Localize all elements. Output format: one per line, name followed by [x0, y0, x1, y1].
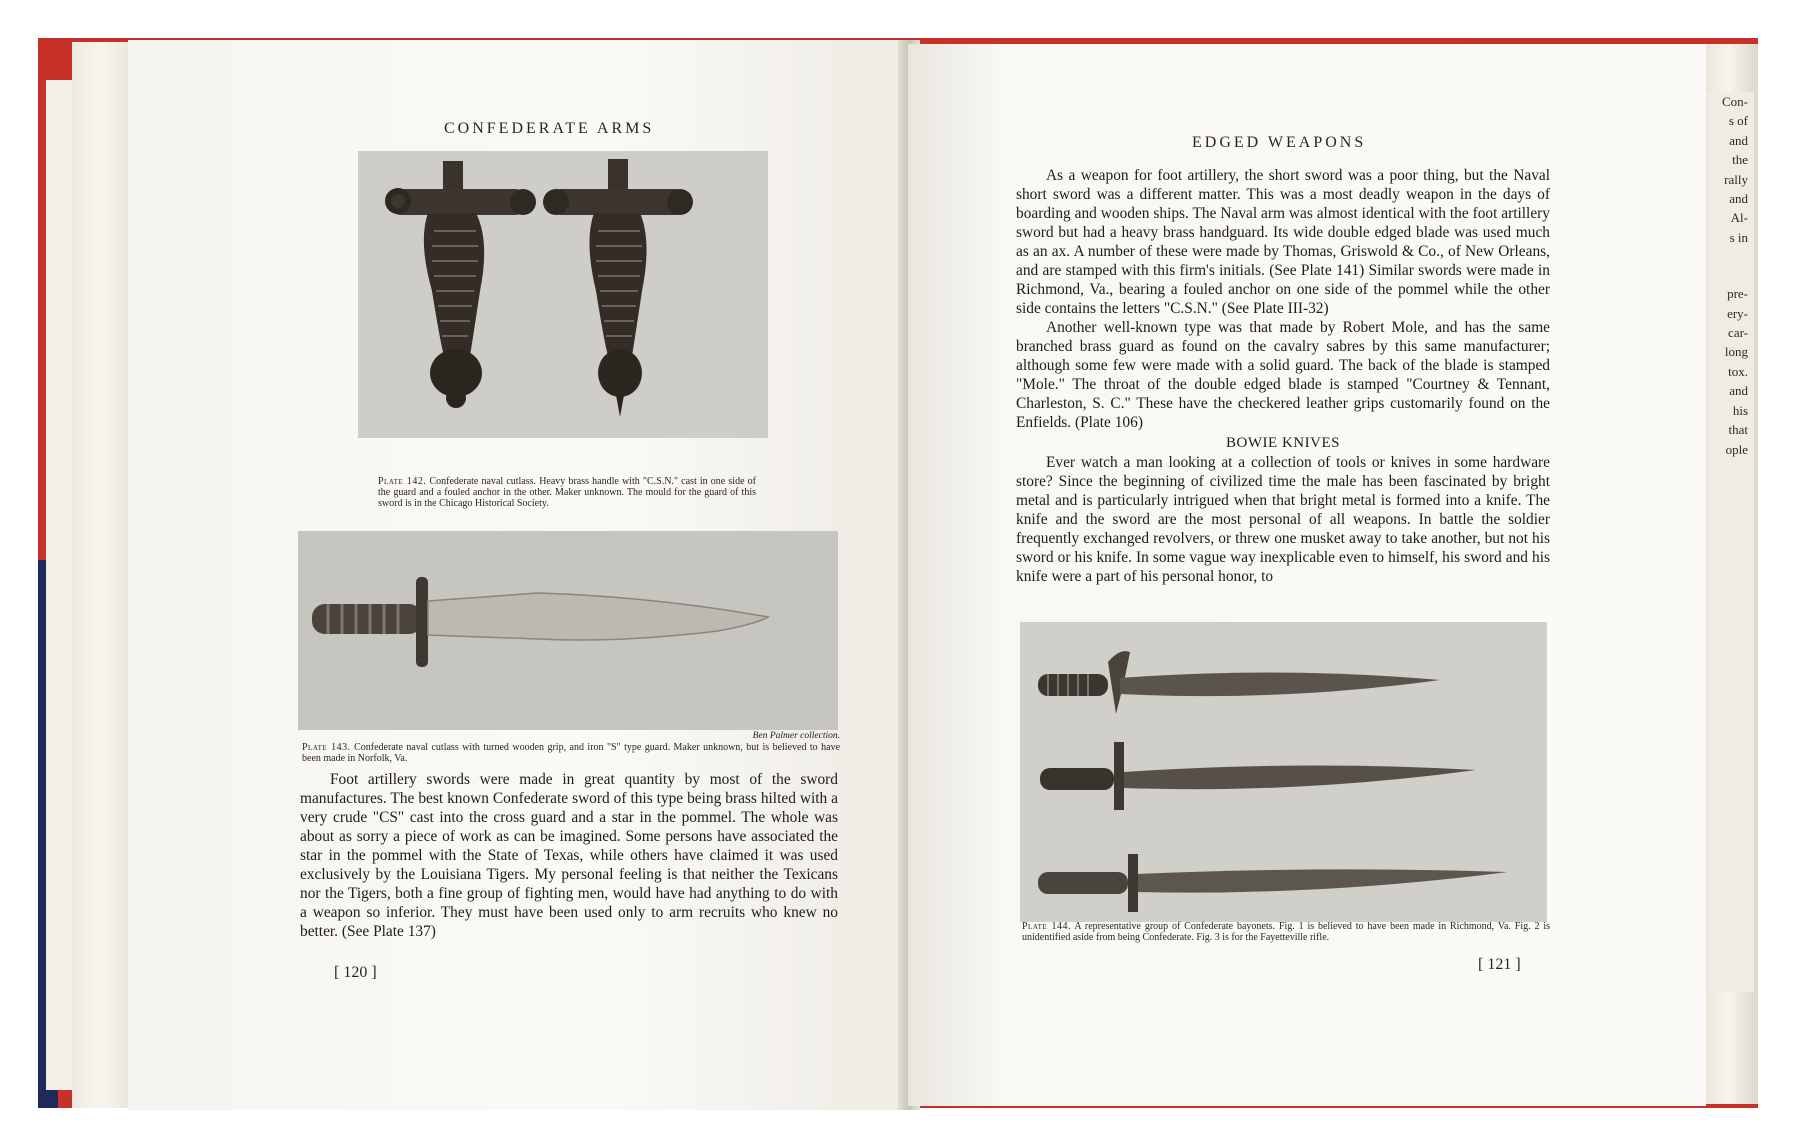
bowie-knives-paragraph: Ever watch a man looking at a collection of tools or knives in some hardware store? Since the beginning of civilized time the male has been fascinated by bright metal and is particularly intrigued when that bright metal is formed into a knife. The knife and the sword are the most personal of all weapons. In battle the soldier frequently exchanged revolvers, or threw one musket away to take another, but not his sword or his knife. In some vague way inexplicable even to himself, his sword and his knife were a part of his personal honor, to [1016, 454, 1550, 585]
plate-142-label: Plate 142. [378, 476, 427, 487]
cutlass-hilts-illustration [358, 151, 768, 438]
left-body-paragraph: Foot artillery swords were made in great quantity by most of the sword manufactures. The best known Confederate sword of this type being brass hilted with a very crude "CS" cast into the cross guard and a star in the pommel. The whole was about as sorry a piece of work as can be imagined. Some persons have associated the star in the pommel with the State of Texas, while others have claimed it was used exclusively by the Louisiana Tigers. My personal feeling is that neither the Texicans nor the Tigers, both a fine group of fighting men, would have had anything to do with a weapon so inferior. They must have been used only to arm recruits who knew no better. (See Plate 137) [300, 771, 838, 940]
plate-144-caption-text: A representative group of Confederate bayonets. Fig. 1 is believed to have been made in Richmond, Va. Fig. 2 is unidentified aside from being Confederate. Fig. 3 is for the Fayetteville rifle. [1022, 921, 1551, 943]
edge-word: ery- [1727, 305, 1748, 321]
right-page-number: [ 121 ] [1478, 956, 1521, 973]
bayonet-2-guard [1114, 742, 1124, 810]
edge-word: pre- [1727, 286, 1748, 302]
edge-word [1700, 247, 1748, 284]
right-hilt-quillon-right [667, 189, 693, 215]
left-body-text [300, 770, 838, 941]
bayonets-illustration [1020, 622, 1547, 922]
left-page-number: [ 120 ] [334, 964, 377, 981]
bayonet-3-guard [1128, 854, 1138, 912]
plate-143-photo [298, 531, 838, 730]
edge-word: s in [1729, 229, 1748, 245]
right-hilt-grip [589, 213, 646, 356]
left-pommel-cap [446, 388, 466, 408]
plate-143-caption [302, 742, 840, 764]
left-running-head: CONFEDERATE ARMS [444, 120, 655, 137]
bayonet-2-grip [1040, 768, 1114, 790]
right-pommel-tip [616, 395, 624, 417]
plate-143-credit: Ben Palmer collection. [752, 731, 840, 741]
edge-word: that [1728, 422, 1748, 438]
edge-word: the [1732, 152, 1748, 168]
edge-word: Al- [1730, 210, 1748, 226]
bayonet-3-grip [1038, 872, 1128, 894]
plate-143-caption-text: Confederate naval cutlass with turned wooden grip, and iron "S" type guard. Maker unknown, but is believed to have been made in Norfolk, Va. [302, 742, 841, 764]
bowie-knives-heading: BOWIE KNIVES [1226, 435, 1340, 451]
edge-word: car- [1728, 325, 1748, 341]
plate-142-photo [358, 151, 768, 438]
bayonet-3-blade [1138, 869, 1508, 892]
next-page-edge-words [1700, 92, 1748, 459]
edge-word: tox. [1728, 363, 1748, 379]
right-hilt-pommel [598, 349, 642, 397]
right-paragraph-1: As a weapon for foot artillery, the short sword was a poor thing, but the Naval short sword was a different matter. This was a most deadly weapon in the days of boarding and wooden ships. The Naval arm was almost identical with the foot artillery sword but had a heavy brass handguard. Its wide double edged blade was used much as an ax. A number of these were made by Thomas, Griswold & Co., of New Orleans, and are stamped with this firm's initials. (See Plate 141) Similar swords were made in Richmond, Va., bearing a fouled anchor on one side of the pommel while the other side contains the letters "C.S.N." (See Plate III-32) [1016, 167, 1550, 317]
plate-142-caption-text: Confederate naval cutlass. Heavy brass handle with "C.S.N." cast in one side of the guard and a fouled anchor in the other. Maker unknown. The mould for the guard of this sword is in the Chicago Historical Society. [378, 476, 756, 509]
right-hilt-quillon-left [543, 189, 569, 215]
edge-word: long [1724, 344, 1748, 360]
edge-word: Con- [1722, 94, 1748, 109]
edge-word: his [1732, 402, 1748, 418]
plate-143-label: Plate 143. [302, 742, 351, 753]
edge-word: and [1729, 383, 1748, 399]
plate-144-caption [1022, 921, 1550, 943]
edge-word: ople [1725, 441, 1748, 457]
edge-word: and [1729, 191, 1748, 207]
edge-word: and [1729, 132, 1748, 148]
plate-144-label: Plate 144. [1022, 921, 1072, 932]
left-hilt-quillon-end [510, 189, 536, 215]
bayonet-1-blade [1120, 672, 1440, 696]
cutlass-blade [428, 593, 768, 640]
left-hilt-grip [424, 213, 484, 356]
plate-142-caption [378, 476, 756, 509]
right-body-text [1016, 166, 1550, 586]
edge-word: rally [1724, 171, 1748, 187]
cutlass-guard [416, 577, 428, 667]
bayonet-2-blade [1124, 765, 1476, 789]
right-paragraph-2: Another well-known type was that made by Robert Mole, and has the same branched brass guard as found on the cavalry sabres by this same manufacturer; although some few were made with a solid guard. The back of the blade is stamped "Mole." The throat of the double edged blade is stamped "Courtney & Tennant, Charleston, S. C." These have the checkered leather grips customarily found on the Enfields. (Plate 106) [1016, 319, 1550, 431]
right-running-head: EDGED WEAPONS [1192, 134, 1367, 151]
plate-144-photo [1020, 622, 1547, 922]
cutlass-illustration [298, 531, 838, 730]
edge-word: s of [1728, 113, 1748, 129]
